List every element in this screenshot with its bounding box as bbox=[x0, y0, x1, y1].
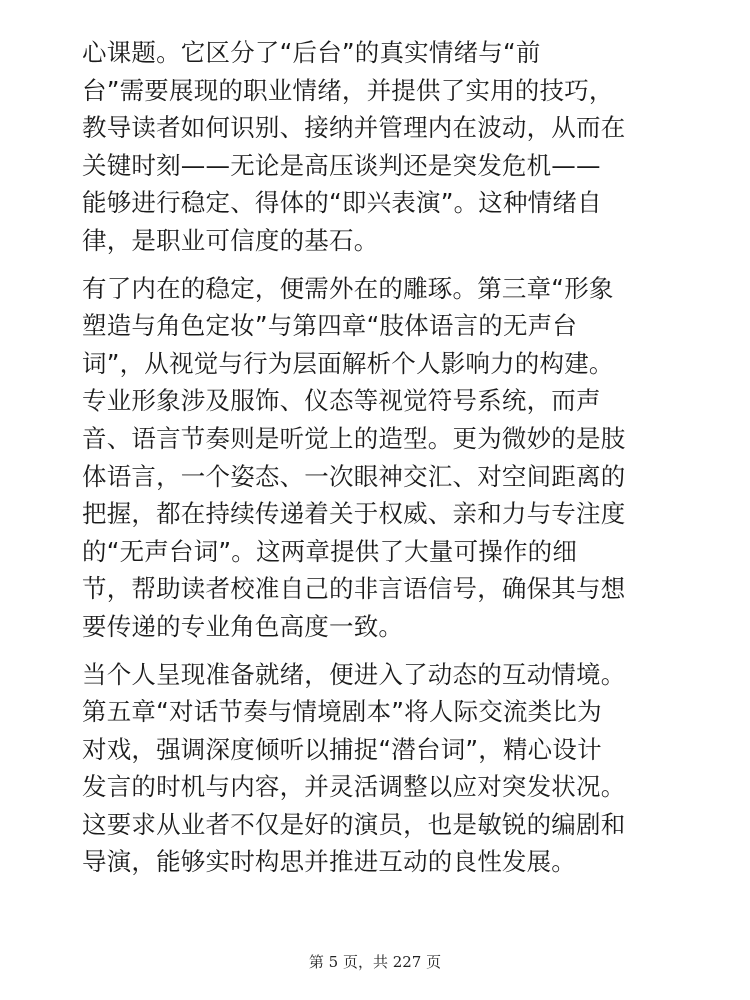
text-line: 当个人呈现准备就绪，便进入了动态的互动情境。 bbox=[82, 659, 626, 689]
text-line: 节，帮助读者校准自己的非言语信号，确保其与想 bbox=[82, 574, 626, 604]
text-line: 有了内在的稳定，便需外在的雕琢。第三章“形象 bbox=[82, 273, 614, 303]
text-line: 第五章“对话节奏与情境剧本”将人际交流类比为 bbox=[82, 697, 602, 727]
text-line: 的“无声台词”。这两章提供了大量可操作的细 bbox=[82, 536, 578, 566]
paragraph-1 bbox=[82, 34, 682, 260]
text-line: 体语言，一个姿态、一次眼神交汇、对空间距离的 bbox=[82, 461, 626, 491]
paragraph-3 bbox=[82, 656, 682, 882]
text-line: 台”需要展现的职业情绪，并提供了实用的技巧， bbox=[82, 75, 614, 105]
text-line: 词”，从视觉与行为层面解析个人影响力的构建。 bbox=[82, 348, 614, 378]
paragraph-2 bbox=[82, 270, 682, 646]
text-line: 律，是职业可信度的基石。 bbox=[82, 225, 379, 255]
text-line: 塑造与角色定妆”与第四章“肢体语言的无声台 bbox=[82, 311, 578, 341]
text-line: 专业形象涉及服饰、仪态等视觉符号系统，而声 bbox=[82, 386, 601, 416]
text-line: 发言的时机与内容，并灵活调整以应对突发状况。 bbox=[82, 772, 626, 802]
text-line: 这要求从业者不仅是好的演员，也是敏锐的编剧和 bbox=[82, 809, 626, 839]
text-line: 关键时刻——无论是高压谈判还是突发危机—— bbox=[82, 150, 601, 180]
text-line: 教导读者如何识别、接纳并管理内在波动，从而在 bbox=[82, 113, 626, 143]
text-line: 要传递的专业角色高度一致。 bbox=[82, 611, 404, 641]
text-line: 音、语言节奏则是听觉上的造型。更为微妙的是肢 bbox=[82, 423, 626, 453]
page-number-footer: 第 5 页，共 227 页 bbox=[308, 953, 442, 971]
text-line: 导演，能够实时构思并推进互动的良性发展。 bbox=[82, 847, 576, 877]
text-line: 把握，都在持续传递着关于权威、亲和力与专注度 bbox=[82, 499, 626, 529]
text-line: 心课题。它区分了“后台”的真实情绪与“前 bbox=[82, 38, 541, 67]
text-line: 对戏，强调深度倾听以捕捉“潜台词”，精心设计 bbox=[82, 734, 602, 764]
text-line: 能够进行稳定、得体的“即兴表演”。这种情绪自 bbox=[82, 188, 602, 218]
document-body bbox=[82, 34, 682, 891]
